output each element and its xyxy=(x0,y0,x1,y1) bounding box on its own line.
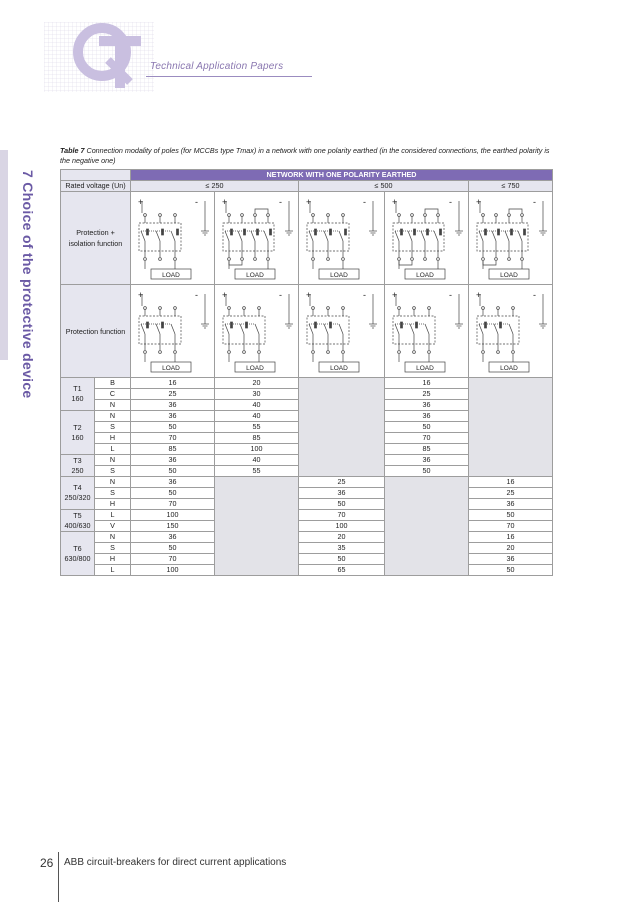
voltage-500: ≤ 500 xyxy=(299,181,469,192)
circuit-diagram xyxy=(299,193,381,283)
circuit-diagram xyxy=(215,286,297,376)
minus-sign: - xyxy=(195,290,198,300)
breaking-capacity-cell: 70 xyxy=(385,433,469,444)
breaker-type-cell xyxy=(61,532,95,576)
circuit-diagram xyxy=(299,286,381,376)
breaking-capacity-cell: 36 xyxy=(131,532,215,543)
side-bar xyxy=(0,150,8,360)
not-applicable-cell xyxy=(215,477,299,576)
breaker-type-cell xyxy=(61,477,95,510)
row-label-isolation: Protection + isolation function xyxy=(61,192,131,285)
voltage-250: ≤ 250 xyxy=(131,181,299,192)
breaking-capacity-cell: 85 xyxy=(385,444,469,455)
minus-sign: - xyxy=(533,197,536,207)
plus-sign: + xyxy=(306,197,312,207)
load-label: LOAD xyxy=(246,272,264,279)
not-applicable-cell xyxy=(385,477,469,576)
breaking-capacity-cell: 100 xyxy=(299,521,385,532)
breaking-capacity-cell: 40 xyxy=(215,400,299,411)
breaking-capacity-cell: 55 xyxy=(215,466,299,477)
load-label: LOAD xyxy=(246,365,264,372)
breaking-capacity-cell: 16 xyxy=(469,532,553,543)
load-label: LOAD xyxy=(500,272,518,279)
breaking-capacity-cell: 36 xyxy=(131,477,215,488)
table-row xyxy=(61,521,553,532)
breaking-capacity-cell: 65 xyxy=(299,565,385,576)
version-cell: H xyxy=(95,433,131,444)
version-cell: N xyxy=(95,455,131,466)
diagram-prot-1 xyxy=(131,285,215,378)
breaker-rating: 160 xyxy=(71,432,84,442)
load-label: LOAD xyxy=(500,365,518,372)
breaking-capacity-cell: 36 xyxy=(131,455,215,466)
breaking-capacity-cell: 16 xyxy=(385,378,469,389)
minus-sign: - xyxy=(279,197,282,207)
breaking-capacity-cell: 70 xyxy=(299,510,385,521)
breaking-capacity-cell: 25 xyxy=(469,488,553,499)
breaker-type: T2 xyxy=(73,422,82,432)
breaking-capacity-cell: 50 xyxy=(469,510,553,521)
version-cell: N xyxy=(95,477,131,488)
network-banner: NETWORK WITH ONE POLARITY EARTHED xyxy=(131,170,553,181)
breaker-type-cell xyxy=(61,510,95,532)
breaking-capacity-cell: 36 xyxy=(385,411,469,422)
version-cell: B xyxy=(95,378,131,389)
breaking-capacity-cell: 70 xyxy=(131,433,215,444)
version-cell: L xyxy=(95,444,131,455)
table-row xyxy=(61,499,553,510)
minus-sign: - xyxy=(533,290,536,300)
circuit-diagram xyxy=(131,286,213,376)
plus-sign: + xyxy=(222,290,228,300)
minus-sign: - xyxy=(449,197,452,207)
breaking-capacity-cell: 36 xyxy=(385,400,469,411)
breaking-capacity-cell: 25 xyxy=(299,477,385,488)
breaking-capacity-cell: 55 xyxy=(215,422,299,433)
connection-table xyxy=(60,169,553,576)
breaker-type: T4 xyxy=(73,483,82,492)
diagram-prot-3 xyxy=(299,285,385,378)
breaking-capacity-cell: 50 xyxy=(385,422,469,433)
breaker-type-cell xyxy=(61,455,95,477)
not-applicable-cell xyxy=(299,378,385,477)
version-cell: H xyxy=(95,554,131,565)
blank-corner xyxy=(61,170,131,181)
breaking-capacity-cell: 85 xyxy=(131,444,215,455)
breaker-type: T5 xyxy=(73,510,82,520)
version-cell: L xyxy=(95,510,131,521)
version-cell: N xyxy=(95,411,131,422)
version-cell: S xyxy=(95,543,131,554)
load-label: LOAD xyxy=(162,272,180,279)
caption-text: Connection modality of poles (for MCCBs type Tmax) in a network with one polarity earthed (in the considered connections, the earthed polarity is the negative one) xyxy=(60,146,550,165)
breaker-type: T1 xyxy=(73,384,82,393)
breaking-capacity-cell: 50 xyxy=(385,466,469,477)
minus-sign: - xyxy=(363,290,366,300)
breaking-capacity-cell: 36 xyxy=(131,400,215,411)
caption-label: Table 7 xyxy=(60,146,85,155)
circuit-diagram xyxy=(385,286,467,376)
diagram-iso-5 xyxy=(469,192,553,285)
breaking-capacity-cell: 25 xyxy=(131,389,215,400)
diagram-prot-2 xyxy=(215,285,299,378)
diagram-iso-3 xyxy=(299,192,385,285)
plus-sign: + xyxy=(392,197,398,207)
table-row xyxy=(61,378,553,389)
not-applicable-cell xyxy=(469,378,553,477)
breaking-capacity-cell: 70 xyxy=(469,521,553,532)
circuit-diagram xyxy=(469,286,551,376)
breaking-capacity-cell: 50 xyxy=(299,554,385,565)
breaker-type-cell xyxy=(61,411,95,455)
breaking-capacity-cell: 36 xyxy=(299,488,385,499)
breaker-rating: 630/800 xyxy=(64,553,91,563)
plus-sign: + xyxy=(222,197,228,207)
breaking-capacity-cell: 35 xyxy=(299,543,385,554)
breaking-capacity-cell: 50 xyxy=(299,499,385,510)
breaking-capacity-cell: 85 xyxy=(215,433,299,444)
breaking-capacity-cell: 36 xyxy=(385,455,469,466)
load-label: LOAD xyxy=(416,272,434,279)
table-caption xyxy=(60,146,560,166)
breaker-type: T6 xyxy=(73,543,82,553)
breaking-capacity-cell: 100 xyxy=(131,510,215,521)
load-label: LOAD xyxy=(330,365,348,372)
header-divider xyxy=(146,76,312,77)
breaking-capacity-cell: 36 xyxy=(469,554,553,565)
breaking-capacity-cell: 40 xyxy=(215,455,299,466)
version-cell: V xyxy=(95,521,131,532)
plus-sign: + xyxy=(476,197,482,207)
table-row xyxy=(61,477,553,488)
breaking-capacity-cell: 40 xyxy=(215,411,299,422)
chapter-title: 7 Choice of the protective device xyxy=(20,170,36,399)
breaker-type: T3 xyxy=(73,455,82,465)
breaking-capacity-cell: 25 xyxy=(385,389,469,400)
table-row xyxy=(61,488,553,499)
table-row xyxy=(61,565,553,576)
diagram-iso-2 xyxy=(215,192,299,285)
plus-sign: + xyxy=(476,290,482,300)
circuit-diagram xyxy=(385,193,467,283)
breaking-capacity-cell: 70 xyxy=(131,554,215,565)
minus-sign: - xyxy=(195,197,198,207)
header-title: Technical Application Papers xyxy=(150,61,284,72)
version-cell: C xyxy=(95,389,131,400)
breaker-rating: 250 xyxy=(71,465,84,475)
breaker-rating: 400/630 xyxy=(64,520,91,530)
breaking-capacity-cell: 70 xyxy=(131,499,215,510)
version-cell: S xyxy=(95,488,131,499)
diagram-iso-4 xyxy=(385,192,469,285)
qt-logo xyxy=(44,22,154,92)
page-number: 26 xyxy=(40,856,54,870)
table-row xyxy=(61,532,553,543)
breaking-capacity-cell: 16 xyxy=(131,378,215,389)
breaker-rating: 160 xyxy=(71,394,84,403)
breaking-capacity-cell: 50 xyxy=(131,543,215,554)
plus-sign: + xyxy=(138,290,144,300)
version-cell: N xyxy=(95,532,131,543)
load-label: LOAD xyxy=(416,365,434,372)
breaking-capacity-cell: 50 xyxy=(131,488,215,499)
version-cell: N xyxy=(95,400,131,411)
breaking-capacity-cell: 36 xyxy=(131,411,215,422)
diagram-prot-4 xyxy=(385,285,469,378)
row-label-protection: Protection function xyxy=(61,285,131,378)
breaking-capacity-cell: 50 xyxy=(131,422,215,433)
rated-voltage-label: Rated voltage (Un) xyxy=(61,181,131,192)
breaking-capacity-cell: 30 xyxy=(215,389,299,400)
minus-sign: - xyxy=(449,290,452,300)
diagram-prot-5 xyxy=(469,285,553,378)
table-row xyxy=(61,554,553,565)
breaker-rating: 250/320 xyxy=(64,493,91,502)
table-row xyxy=(61,510,553,521)
breaking-capacity-cell: 36 xyxy=(469,499,553,510)
circuit-diagram xyxy=(469,193,551,283)
breaking-capacity-cell: 150 xyxy=(131,521,215,532)
breaking-capacity-cell: 100 xyxy=(215,444,299,455)
version-cell: S xyxy=(95,422,131,433)
footer-divider xyxy=(58,852,59,902)
circuit-diagram xyxy=(215,193,297,283)
breaking-capacity-cell: 50 xyxy=(131,466,215,477)
breaker-type-cell xyxy=(61,378,95,411)
circuit-diagram xyxy=(131,193,213,283)
plus-sign: + xyxy=(306,290,312,300)
minus-sign: - xyxy=(363,197,366,207)
version-cell: H xyxy=(95,499,131,510)
diagram-iso-1 xyxy=(131,192,215,285)
version-cell: L xyxy=(95,565,131,576)
breaking-capacity-cell: 16 xyxy=(469,477,553,488)
breaking-capacity-cell: 50 xyxy=(469,565,553,576)
breaking-capacity-cell: 20 xyxy=(469,543,553,554)
breaking-capacity-cell: 100 xyxy=(131,565,215,576)
version-cell: S xyxy=(95,466,131,477)
plus-sign: + xyxy=(392,290,398,300)
breaking-capacity-cell: 20 xyxy=(215,378,299,389)
voltage-750: ≤ 750 xyxy=(469,181,553,192)
load-label: LOAD xyxy=(330,272,348,279)
table-row xyxy=(61,543,553,554)
breaking-capacity-cell: 20 xyxy=(299,532,385,543)
load-label: LOAD xyxy=(162,365,180,372)
plus-sign: + xyxy=(138,197,144,207)
footer-text: ABB circuit-breakers for direct current applications xyxy=(64,857,287,868)
minus-sign: - xyxy=(279,290,282,300)
